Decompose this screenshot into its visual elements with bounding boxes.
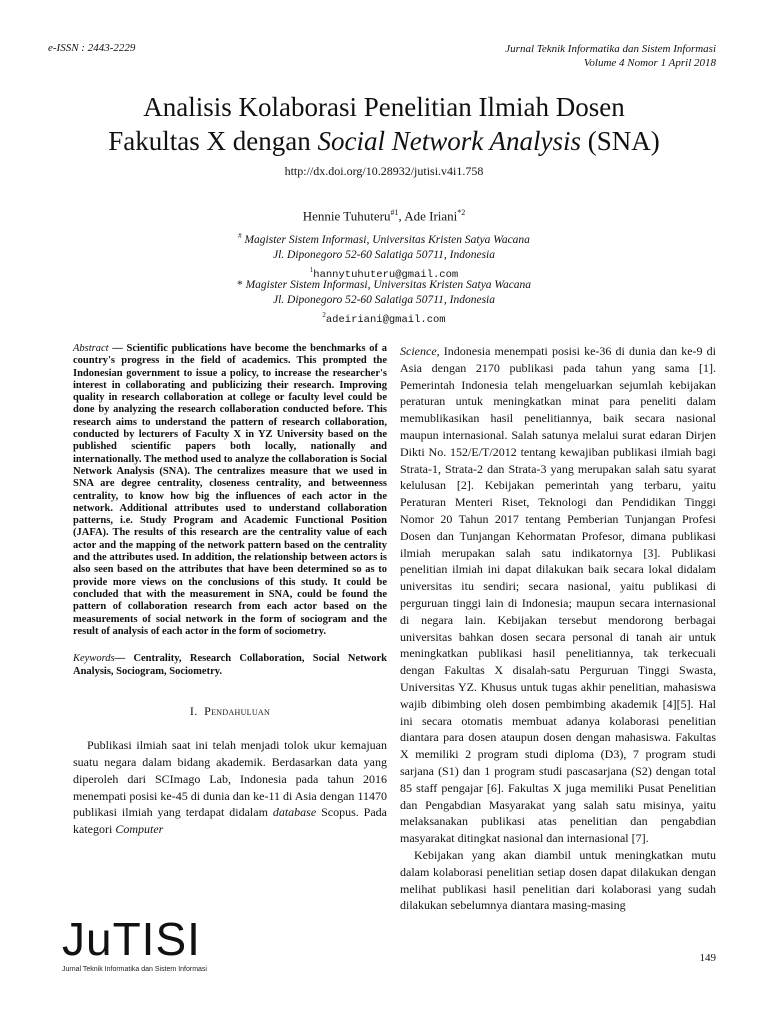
page-number: 149 xyxy=(699,952,716,964)
section-number: I. xyxy=(189,704,198,719)
title-plain: Fakultas X dengan xyxy=(108,126,318,156)
keywords xyxy=(73,652,387,678)
author-1-sup: #1 xyxy=(390,208,399,217)
paper-title xyxy=(40,90,728,158)
doi-link[interactable]: http://dx.doi.org/10.28932/jutisi.v4i1.758 xyxy=(284,164,484,178)
email[interactable]: hannytuhuteru@gmail.com xyxy=(313,268,459,281)
author-2-sup: *2 xyxy=(457,208,466,217)
keywords-text: — Centrality, Research Collaboration, Social Network Analysis, Sociogram, Sociometry. xyxy=(73,653,387,678)
affiliation-symbol: # xyxy=(238,232,242,240)
email[interactable]: adeiriani@gmail.com xyxy=(325,313,446,326)
email-sup: 1 xyxy=(309,265,314,274)
affiliation-1 xyxy=(0,229,768,283)
author-2: , Ade Iriani xyxy=(398,208,458,224)
intro-paragraph xyxy=(73,737,387,838)
right-column xyxy=(400,343,716,914)
affiliation-institution: Magister Sistem Informasi, Universitas Kristen Satya Wacana xyxy=(242,279,532,291)
affiliation-2 xyxy=(0,278,768,328)
intro-italic-1: database xyxy=(272,805,317,820)
right-text-1: , Indonesia menempati posisi ke-36 di dunia dan ke-9 di Asia dengan 2170 publikasi pada tahun yang sama [1]. Pemerintah Indonesia telah mengeluarkan sejumlah kebijakan peraturan untuk meningkatkan minat para peneliti dalam memublikasikan hasil penelitiannya, baik secara nasional maupun internasional. Salah satunya melalui surat edaran Dirjen Dikti No. 152/E/T/2012 tentang kewajiban publikasi ilmiah bagi Strata-1, Strata-2 dan Strata-3 yang merupakan salah satu syarat kelulusan [2]. Kebijakan pemerintah yang terbaru, yaitu Peraturan Menteri Riset, Teknologi dan Pendidikan Tinggi Nomor 20 Tahun 2017 tentang Pemberian Tunjangan Profesi Dosen dan Tunjangan Kehormatan Profesor, dimana publikasi ilmiah merupakan salah satu indikatornya [3]. Publikasi penelitian ilmiah ini dapat dilakukan baik secara lokal didalam universitas itu sendiri; secara nasional, yaitu publikasi di perguruan tinggi lain di Indonesia; maupun secara internasional di negara lain. Kebijakan tersebut mendorong berbagai universitas bahkan dosen secara personal di tanah air untuk meningkatkan publikasi hasil penelitiannya, tak terkecuali dengan Fakultas X disalah-satu Perguruan Tinggi Swasta, Universitas YZ. Khusus untuk tugas akhir penelitian, mahasiswa wajib dibimbing oleh dosen pembimbing akademik [4][5]. Hal ini secara otomatis membuat adanya kolaborasi penelitian diantara para dosen ataupun dosen dengan mahasiswa. Fakultas X memiliki 2 program studi diploma (D3), 7 program studi sarjana (S1) dan 1 program studi pascasarjana (S2) dengan total 85 staff pengajar [6]. Fakultas X juga memiliki Pusat Penelitian dan Pengabdian Masyarakat yang salah satu misinya, yaitu melaksanakan publikasi atas penelitian dan pengabdian masyarakat ditingkat nasional dan internasional [7]. xyxy=(400,344,716,846)
affiliation-address: Jl. Diponegoro 52-60 Salatiga 50711, Indonesia xyxy=(273,294,495,306)
affiliation-address: Jl. Diponegoro 52-60 Salatiga 50711, Indonesia xyxy=(273,248,495,261)
email-sup: 2 xyxy=(322,311,326,319)
jutisi-logo xyxy=(62,914,207,973)
right-paragraph-2: Kebijakan yang akan diambil untuk meningkatkan mutu dalam kolaborasi penelitian setiap dosen dapat dilakukan dengan melihat publikasi hasil penelitian dari kolaborasi yang sudah dilakukan sebelumnya diantara masing-masing xyxy=(400,847,716,913)
title-end: (SNA) xyxy=(580,126,660,156)
title-line-2 xyxy=(40,124,728,158)
journal-name: Jurnal Teknik Informatika dan Sistem Informasi xyxy=(505,43,716,55)
intro-text-2: Scopus. Pada kategori xyxy=(73,805,387,837)
journal-header xyxy=(505,42,716,70)
logo-mark: JuTISI xyxy=(62,913,201,965)
intro-text-1: Publikasi ilmiah saat ini telah menjadi tolok ukur kemajuan suatu negara dalam bidang akademik. Berdasarkan data yang diperoleh dari SCImago Lab, Indonesia pada tahun 2016 menempati posisi ke-45 di dunia dan ke-11 di Asia dengan 11470 publikasi ilmiah yang terdapat didalam xyxy=(73,738,387,820)
affiliation-institution: Magister Sistem Informasi, Universitas Kristen Satya Wacana xyxy=(241,233,530,246)
authors xyxy=(0,208,768,224)
intro-italic-2: Computer xyxy=(115,822,164,837)
author-1: Hennie Tuhuteru xyxy=(302,208,391,224)
section-heading xyxy=(73,704,387,719)
issn: e-ISSN : 2443-2229 xyxy=(48,42,136,54)
journal-volume: Volume 4 Nomor 1 April 2018 xyxy=(583,57,716,69)
title-italic: Social Network Analysis xyxy=(317,126,581,156)
left-column xyxy=(73,343,387,838)
logo-subtitle: Jurnal Teknik Informatika dan Sistem Informasi xyxy=(62,966,207,973)
right-italic: Science xyxy=(400,344,437,358)
abstract xyxy=(73,343,387,638)
affiliation-symbol: * xyxy=(236,279,243,291)
title-line-1: Analisis Kolaborasi Penelitian Ilmiah Dosen xyxy=(143,92,625,122)
keywords-label: Keywords xyxy=(73,653,115,665)
right-paragraph-1 xyxy=(400,343,716,847)
abstract-label: Abstract xyxy=(73,343,109,354)
abstract-text: — Scientific publications have become the benchmarks of a country's progress in the field of academics. This prompted the Indonesian government to issue a policy, to increase the researcher's interest in collaborating and publicizing their research. Improving quality in research collaboration at college or faculty level could be done by analyzing the research collaboration conducted before. This research aims to understand the pattern of research collaboration, conducted by lecturers of Faculty X in YZ University based on the published scientific papers both locally, nationally and internationally. The method used to analyze the collaboration is Social Network Analysis (SNA). The centralizes measure that we used in SNA are degree centrality, closeness centrality, and betweenness centrality, to know how big the influences of each actor in the network. Additional attributes used to understand collaboration patterns, i.e. Study Program and Academic Functional Position (JAFA). The results of this research are the centrality value of each actor and the mapping of the network pattern based on the centrality and the attributes used. In addition, the relationship between actors is also seen based on the attributes that have been determined so as to provide more views on the conclusions of this study. It could be concluded that with the measurement in SNA, could be found the pattern of collaboration research from each actor based on the measurements of social network in the form of sociogram and the result of analysis of each actor in the form of sociometry. xyxy=(73,343,387,637)
section-title: Pendahuluan xyxy=(204,704,271,719)
